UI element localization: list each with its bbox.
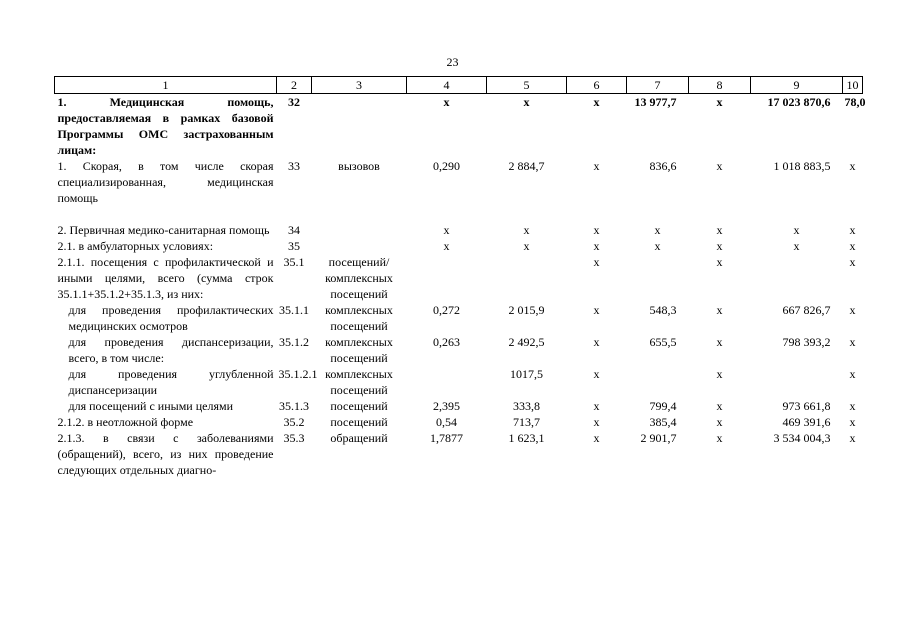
cell-c6: x: [593, 223, 600, 237]
cell-c7: 836,6: [649, 159, 677, 173]
cell-c8: x: [716, 335, 723, 349]
cell-c4: 0,272: [433, 303, 460, 317]
cell-c8: x: [716, 255, 723, 269]
table-row: [55, 398, 863, 414]
cell-c10: x: [849, 239, 856, 253]
cell-c7: 2 901,7: [640, 431, 677, 445]
cell-c10: x: [849, 255, 856, 269]
row-code: 35.2: [283, 415, 305, 429]
cell-c5: x: [523, 95, 530, 109]
table-row: [55, 334, 863, 366]
cell-c5: 2 492,5: [508, 335, 545, 349]
cell-c5: 713,7: [513, 415, 540, 429]
cell-c8: x: [716, 95, 723, 109]
cell-c5: [487, 254, 567, 302]
cell-c7: 548,3: [649, 303, 677, 317]
cell-c6: x: [593, 159, 600, 173]
table-row: [55, 158, 863, 222]
cell-c10: x: [849, 431, 856, 445]
row-name: для проведения диспансеризации, всего, в том числе:: [68, 335, 274, 365]
row-name: 2.1. в амбулаторных условиях:: [57, 239, 214, 253]
column-header: 9: [751, 77, 843, 94]
cell-c4: x: [443, 223, 450, 237]
row-name: 2. Первичная медико-санитарная помощь: [57, 223, 270, 237]
page-number: 23: [446, 55, 459, 69]
row-code: 35.1.2.1: [278, 367, 318, 381]
row-unit: комплексных посещений: [325, 303, 393, 333]
row-unit: вызовов: [338, 159, 380, 173]
row-name: 2.1.3. в связи с заболеваниями (обращений), всего, из них проведение следующих отдельных диагно-: [57, 431, 274, 477]
cell-c8: x: [716, 431, 723, 445]
table-row: [55, 254, 863, 302]
table-row: [55, 302, 863, 334]
cell-c4: [407, 254, 487, 302]
cell-c7: 799,4: [649, 399, 677, 413]
row-unit: посещений: [330, 399, 388, 413]
cell-c9: 973 661,8: [782, 399, 831, 413]
cell-c6: x: [593, 239, 600, 253]
table-row: [55, 430, 863, 478]
cell-c4: [407, 366, 487, 398]
cell-c6: x: [593, 367, 600, 381]
cell-c4: 2,395: [433, 399, 460, 413]
column-header: 7: [627, 77, 689, 94]
cell-c9: 1 018 883,5: [773, 159, 831, 173]
cell-c10: 78,0: [844, 95, 866, 109]
cell-c6: x: [593, 399, 600, 413]
row-name: для проведения профилактических медицинских осмотров: [68, 303, 274, 333]
cell-c5: 2 015,9: [508, 303, 545, 317]
cell-c6: x: [593, 255, 600, 269]
row-unit: [312, 222, 407, 238]
column-header: 5: [487, 77, 567, 94]
cell-c6: x: [593, 335, 600, 349]
cell-c4: 0,54: [436, 415, 457, 429]
table-row: [55, 222, 863, 238]
row-unit: посещений/ комплексных посещений: [325, 255, 393, 301]
cell-c5: 1 623,1: [508, 431, 545, 445]
cell-c8: x: [716, 303, 723, 317]
row-code: 33: [288, 159, 300, 173]
table-row: [55, 238, 863, 254]
cell-c9: 798 393,2: [782, 335, 831, 349]
row-unit: [312, 238, 407, 254]
cell-c8: x: [716, 415, 723, 429]
table-row: [55, 366, 863, 398]
cell-c7: 655,5: [649, 335, 677, 349]
column-header: 6: [567, 77, 627, 94]
column-header: 3: [312, 77, 407, 94]
cell-c7: 385,4: [649, 415, 677, 429]
cell-c4: x: [443, 95, 450, 109]
cell-c9: 469 391,6: [782, 415, 831, 429]
cell-c8: x: [716, 159, 723, 173]
cell-c7: x: [654, 223, 661, 237]
cell-c7: 13 977,7: [634, 95, 677, 109]
row-unit: обращений: [330, 431, 388, 445]
cell-c9: [751, 254, 843, 302]
cell-c8: x: [716, 223, 723, 237]
cell-c5: 1017,5: [510, 367, 543, 381]
column-header: 1: [55, 77, 277, 94]
cell-c5: x: [523, 239, 530, 253]
cell-c4: 0,290: [433, 159, 460, 173]
table-header-row: [55, 77, 863, 94]
cell-c9: 3 534 004,3: [773, 431, 831, 445]
cell-c9: x: [793, 223, 800, 237]
cell-c10: x: [849, 399, 856, 413]
cell-c7: [627, 254, 689, 302]
cell-c6: x: [593, 95, 600, 109]
cell-c4: x: [443, 239, 450, 253]
row-unit: комплексных посещений: [325, 367, 393, 397]
column-header: 2: [277, 77, 312, 94]
cell-c9: 667 826,7: [782, 303, 831, 317]
cell-c7: x: [654, 239, 661, 253]
cell-c10: x: [849, 159, 856, 173]
row-unit: комплексных посещений: [325, 335, 393, 365]
cell-c6: x: [593, 431, 600, 445]
row-name: для проведения углубленной диспансеризации: [68, 367, 274, 397]
cell-c8: x: [716, 399, 723, 413]
cell-c6: x: [593, 415, 600, 429]
row-code: 34: [288, 223, 300, 237]
row-code: 35.1: [283, 255, 305, 269]
cell-c10: x: [849, 303, 856, 317]
cell-c6: x: [593, 303, 600, 317]
row-code: 35.3: [283, 431, 305, 445]
cell-c7: [627, 366, 689, 398]
row-name: 2.1.2. в неотложной форме: [57, 415, 194, 429]
cell-c9: [751, 366, 843, 398]
cell-c10: x: [849, 335, 856, 349]
cell-c9: x: [793, 239, 800, 253]
row-unit: [312, 94, 407, 159]
cell-c8: x: [716, 239, 723, 253]
row-name: для посещений с иными целями: [68, 399, 233, 413]
row-unit: посещений: [330, 415, 388, 429]
row-name: 1. Скорая, в том числе скорая специализированная, медицинская помощь: [57, 159, 274, 205]
cell-c4: 1,7877: [430, 431, 463, 445]
row-code: 35.1.2: [279, 335, 309, 349]
row-code: 32: [288, 95, 300, 109]
cell-c9: 17 023 870,6: [767, 95, 831, 109]
cell-c5: 2 884,7: [508, 159, 545, 173]
cell-c10: x: [849, 367, 856, 381]
cell-c5: x: [523, 223, 530, 237]
table-row: [55, 414, 863, 430]
row-code: 35.1.1: [279, 303, 309, 317]
cell-c10: x: [849, 415, 856, 429]
row-code: 35: [288, 239, 300, 253]
cell-c5: 333,8: [513, 399, 540, 413]
column-header: 10: [843, 77, 863, 94]
data-table: [54, 76, 866, 478]
cell-c8: x: [716, 367, 723, 381]
row-name: 1. Медицинская помощь, предоставляемая в рамках базовой Программы ОМС застрахованным лицам:: [57, 95, 274, 157]
cell-c10: x: [849, 223, 856, 237]
column-header: 8: [689, 77, 751, 94]
column-header: 4: [407, 77, 487, 94]
cell-c4: 0,263: [433, 335, 460, 349]
row-name: 2.1.1. посещения с профилактической и иными целями, всего (сумма строк 35.1.1+35.1.2+35.1.3, из них:: [57, 255, 274, 301]
row-code: 35.1.3: [279, 399, 309, 413]
table-row: [55, 94, 863, 159]
